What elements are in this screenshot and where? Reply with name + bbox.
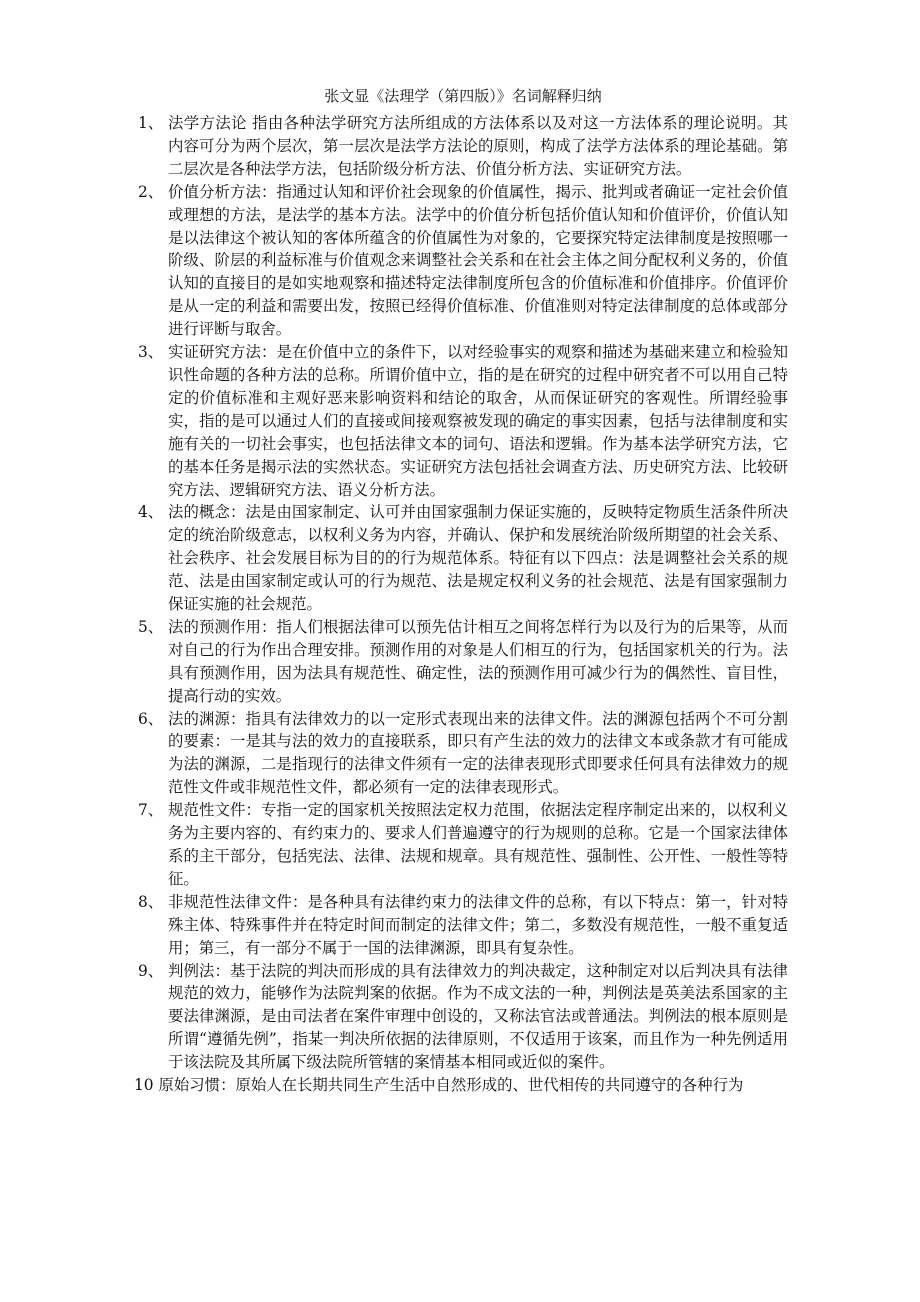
item-number: 3、 bbox=[138, 343, 164, 362]
item-number: 1、 bbox=[138, 114, 164, 132]
item-text: 实证研究方法：是在价值中立的条件下，以对经验事实的观察和描述为基础来建立和检验知识性命题的各种方法的总称。所谓价值中立，指的是在研究的过程中研究者不可以用自己特定的价值标准和主观好恶来影响资料和结论的取舍，从而保证研究的客观性。所谓经验事实，指的是可以通过人们的直接或间接观察被发现的确定的事实因素，包括与法律制度和实施有关的一切社会事实，也包括法律文本的词句、语法和逻辑。作为基本法学研究方法，它的基本任务是揭示法的实然状态。实证研究方法包括社会调查方法、历史研究方法、比较研究方法、逻辑研究方法、语义分析方法。 bbox=[168, 343, 788, 499]
item-text: 规范性文件：专指一定的国家机关按照法定权力范围，依据法定程序制定出来的，以权利义务为主要内容的、有约束力的、要求人们普遍遵守的行为规则的总称。它是一个国家法律体系的主干部分，包括宪法、法律、法规和规章。具有规范性、强制性、公开性、一般性等特征。 bbox=[168, 801, 788, 888]
item-number: 9、 bbox=[138, 961, 164, 980]
list-item bbox=[138, 501, 788, 616]
item-text: 价值分析方法：指通过认知和评价社会现象的价值属性，揭示、批判或者确证一定社会价值或理想的方法，是法学的基本方法。法学中的价值分析包括价值认知和价值评价，价值认知是以法律这个被认知的客体所蕴含的价值属性为对象的，它要探究特定法律制度是按照哪一阶级、阶层的利益标准与价值观念来调整社会关系和在社会主体之间分配权利义务的，价值认知的直接目的是如实地观察和描述特定法律制度所包含的价值标准和价值排序。价值评价是从一定的利益和需要出发，按照已经得价值标准、价值准则对特定法律制度的总体或部分进行评断与取舍。 bbox=[168, 182, 788, 339]
item-text: 非规范性法律文件：是各种具有法律约束力的法律文件的总称，有以下特点：第一，针对特殊主体、特殊事件并在特定时间而制定的法律文件；第二，多数没有规范性，一般不重复适用；第三，有一部分不属于一国的法律渊源，即具有复杂性。 bbox=[168, 892, 788, 957]
item-text: 判例法：基于法院的判决而形成的具有法律效力的判决裁定，这种制定对以后判决具有法律规范的效力，能够作为法院判案的依据。作为不成文法的一种，判例法是英美法系国家的主要法律渊源，是由司法者在案件审理中创设的，又称法官法或普通法。判例法的根本原则是所谓“遵循先例”，指某一判决所依据的法律原则，不仅适用于该案，而且作为一种先例适用于该法院及其所属下级法院所管辖的案情基本相同或近似的案件。 bbox=[168, 961, 788, 1072]
item-text: 原始习惯：原始人在长期共同生产生活中自然形成的、世代相传的共同遵守的各种行为 bbox=[158, 1076, 744, 1095]
item-text: 法学方法论 指由各种法学研究方法所组成的方法体系以及对这一方法体系的理论说明。其内容可分为两个层次，第一层次是法学方法论的原则，构成了法学方法体系的理论基础。第二层次是各种法学方法，包括阶级分析方法、价值分析方法、实证研究方法。 bbox=[168, 114, 788, 178]
list-item bbox=[134, 1074, 788, 1097]
list-item bbox=[138, 799, 788, 891]
list-item bbox=[138, 960, 788, 1075]
document-title: 张文显《法理学（第四版）》名词解释归纳 bbox=[324, 87, 602, 105]
list-item bbox=[138, 891, 788, 960]
item-number: 10 bbox=[134, 1076, 154, 1095]
item-number: 2、 bbox=[138, 182, 164, 201]
item-number: 4、 bbox=[138, 503, 164, 522]
item-number: 8、 bbox=[138, 892, 164, 911]
item-number: 5、 bbox=[138, 617, 164, 636]
document-page bbox=[134, 86, 788, 1097]
list-item bbox=[138, 341, 788, 501]
item-number: 7、 bbox=[138, 801, 164, 820]
list-item bbox=[138, 708, 788, 800]
list-item bbox=[138, 112, 788, 181]
list-item bbox=[138, 616, 788, 708]
item-number: 6、 bbox=[138, 709, 164, 728]
item-text: 法的预测作用：指人们根据法律可以预先估计相互之间将怎样行为以及行为的后果等，从而对自己的行为作出合理安排。预测作用的对象是人们相互的行为，包括国家机关的行为。法具有预测作用，因为法具有规范性、确定性，法的预测作用可减少行为的偶然性、盲目性，提高行动的实效。 bbox=[168, 617, 788, 705]
list-item bbox=[138, 181, 788, 341]
item-text: 法的渊源：指具有法律效力的以一定形式表现出来的法律文件。法的渊源包括两个不可分割的要素：一是其与法的效力的直接联系，即只有产生法的效力的法律文本或条款才有可能成为法的渊源，二是指现行的法律文件须有一定的法律表现形式即要求任何具有法律效力的规范性文件或非规范性文件，都必须有一定的法律表现形式。 bbox=[168, 709, 788, 797]
item-text: 法的概念：法是由国家制定、认可并由国家强制力保证实施的，反映特定物质生活条件所决定的统治阶级意志，以权利义务为内容，并确认、保护和发展统治阶级所期望的社会关系、社会秩序、社会发展目标为目的的行为规范体系。特征有以下四点：法是调整社会关系的规范、法是由国家制定或认可的行为规范、法是规定权利义务的社会规范、法是有国家强制力保证实施的社会规范。 bbox=[168, 503, 788, 614]
